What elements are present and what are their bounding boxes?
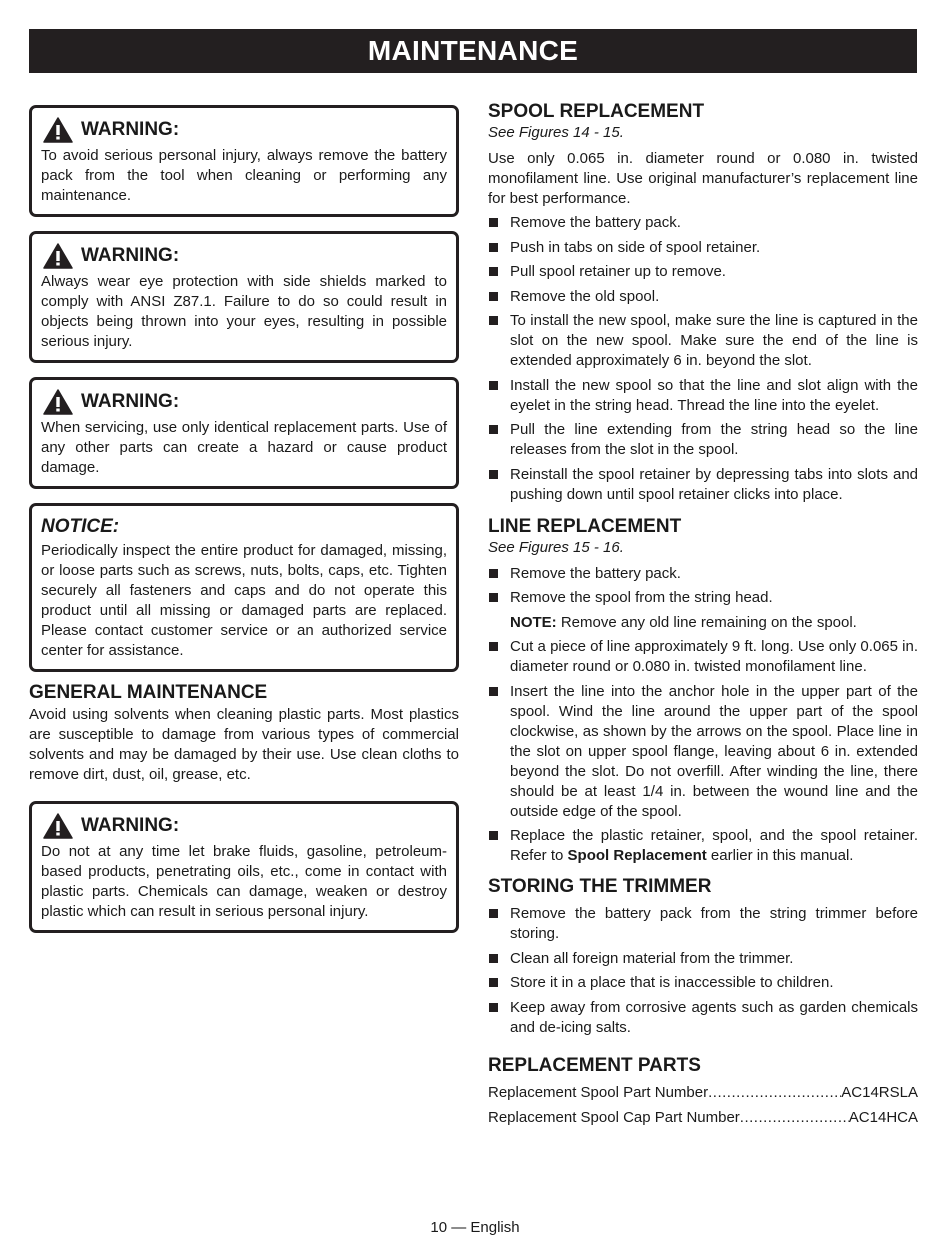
list-item: To install the new spool, make sure the line is captured in the slot on the new spool. Make sure the end of the line is extended approximately 6 in. beyond the slot. [488, 311, 918, 371]
part-label: Replacement Spool Part Number [488, 1083, 709, 1101]
bullet-square-icon [489, 470, 498, 479]
warning-icon [43, 813, 73, 839]
bullet-square-icon [489, 1003, 498, 1012]
notice-title: NOTICE: [41, 516, 120, 537]
bullet-square-icon [489, 593, 498, 602]
spool-replacement-section [488, 100, 918, 505]
warning-box-replacement-parts [29, 377, 459, 489]
parts-row [488, 1083, 918, 1103]
part-label: Replacement Spool Cap Part Number [488, 1108, 740, 1126]
warning-text: Always wear eye protection with side shields marked to comply with ANSI Z87.1. Failure to do so could result in objects being thrown into your eyes, resulting in possible serious injury. [41, 273, 447, 350]
list-item: Remove the battery pack. [488, 213, 918, 233]
list-item: Store it in a place that is inaccessible to children. [488, 973, 918, 993]
spool-replacement-reference: Spool Replacement [567, 847, 707, 864]
warning-text: When servicing, use only identical replacement parts. Use of any other parts can create a hazard or cause product damage. [41, 419, 447, 476]
leader-dots [740, 1108, 849, 1128]
general-maintenance-section [29, 681, 459, 785]
list-item: Insert the line into the anchor hole in the upper part of the spool. Wind the line around the upper part of the spool clockwise, as shown by the arrows on the spool. Place line in the slot on upper spool flange, leaving about 6 in. extended beyond the slot. Do not overfill. After winding the line, there should be at least 1/4 in. between the wound line and the outside edge of the spool. [488, 682, 918, 822]
warning-box-chemicals [29, 801, 459, 933]
notice-box [29, 503, 459, 672]
bullet-square-icon [489, 316, 498, 325]
list-item: Install the new spool so that the line and slot align with the eyelet in the string head. Thread the line into the eyelet. [488, 376, 918, 416]
spool-replacement-title: SPOOL REPLACEMENT [488, 101, 705, 122]
list-item: Clean all foreign material from the trimmer. [488, 949, 918, 969]
storing-section [488, 875, 918, 1038]
list-item: Pull the line extending from the string head so the line releases from the slot in the spool. [488, 420, 918, 460]
part-number: AC14RSLA [841, 1083, 918, 1101]
line-replacement-section [488, 515, 918, 867]
warning-title: WARNING: [81, 391, 180, 412]
page-title: MAINTENANCE [29, 29, 917, 73]
note-text: Remove any old line remaining on the spool. [556, 613, 857, 631]
bullet-square-icon [489, 642, 498, 651]
list-item: Remove the battery pack. [488, 564, 918, 584]
list-item: Push in tabs on side of spool retainer. [488, 238, 918, 258]
bullet-square-icon [489, 687, 498, 696]
warning-box-eye-protection [29, 231, 459, 363]
warning-text: Do not at any time let brake fluids, gasoline, petroleum-based products, penetrating oils, etc., come in contact with plastic parts. Chemicals can damage, weaken or destroy plastic which can result in serious personal injury. [41, 843, 447, 920]
line-steps-list [488, 564, 918, 609]
warning-icon [43, 243, 73, 269]
bullet-square-icon [489, 978, 498, 987]
list-item: Remove the old spool. [488, 287, 918, 307]
right-column [488, 100, 918, 1133]
bullet-square-icon [489, 381, 498, 390]
list-item: Remove the battery pack from the string trimmer before storing. [488, 904, 918, 944]
warning-title: WARNING: [81, 245, 180, 266]
general-maintenance-text: Avoid using solvents when cleaning plastic parts. Most plastics are susceptible to damage from various types of commercial solvents and may be damaged by their use. Use clean cloths to remove dirt, dust, oil, grease, etc. [29, 706, 459, 783]
figure-reference: See Figures 15 - 16. [488, 538, 624, 556]
bullet-square-icon [489, 243, 498, 252]
bullet-square-icon [489, 831, 498, 840]
list-item: Replace the plastic retainer, spool, and the spool retainer. Refer to Spool Replacement earlier in this manual. [488, 826, 918, 866]
spool-steps-list [488, 213, 918, 505]
notice-text: Periodically inspect the entire product for damaged, missing, or loose parts such as screws, nuts, bolts, caps, etc. Tighten securely all fasteners and caps and do not operate this product until all missing or damaged parts are replaced. Please contact customer service or an authorized service center for assistance. [41, 542, 447, 659]
bullet-square-icon [489, 909, 498, 918]
part-number: AC14HCA [848, 1108, 918, 1126]
warning-icon [43, 389, 73, 415]
bullet-square-icon [489, 218, 498, 227]
storing-steps-list [488, 904, 918, 1038]
note-label: NOTE: [510, 613, 557, 631]
replacement-parts-title: REPLACEMENT PARTS [488, 1054, 701, 1076]
line-steps-list-continued [488, 637, 918, 866]
spool-intro-text: Use only 0.065 in. diameter round or 0.080 in. twisted monofilament line. Use original manufacturer’s replacement line for best performance. [488, 150, 918, 207]
general-maintenance-title: GENERAL MAINTENANCE [29, 682, 268, 703]
note [488, 613, 918, 633]
warning-title: WARNING: [81, 119, 180, 140]
bullet-square-icon [489, 954, 498, 963]
warning-box-battery [29, 105, 459, 217]
leader-dots [708, 1083, 841, 1103]
page-footer: 10 — English [430, 1219, 520, 1236]
bullet-square-icon [489, 569, 498, 578]
parts-row [488, 1108, 918, 1128]
line-replacement-title: LINE REPLACEMENT [488, 515, 682, 537]
figure-reference: See Figures 14 - 15. [488, 124, 624, 141]
bullet-square-icon [489, 292, 498, 301]
bullet-square-icon [489, 267, 498, 276]
list-item: Keep away from corrosive agents such as garden chemicals and de-icing salts. [488, 998, 918, 1038]
warning-icon [43, 117, 73, 143]
warning-text: To avoid serious personal injury, always remove the battery pack from the tool when cleaning or performing any maintenance. [41, 147, 447, 204]
replacement-parts-section [488, 1054, 918, 1128]
storing-title: STORING THE TRIMMER [488, 876, 712, 897]
list-item: Cut a piece of line approximately 9 ft. long. Use only 0.065 in. diameter round or 0.080 in. twisted monofilament line. [488, 637, 918, 677]
left-column [29, 105, 459, 933]
list-item: Reinstall the spool retainer by depressing tabs into slots and pushing down until spool retainer clicks into place. [488, 465, 918, 505]
warning-title: WARNING: [81, 815, 180, 836]
list-item: Pull spool retainer up to remove. [488, 262, 918, 282]
bullet-square-icon [489, 425, 498, 434]
list-item: Remove the spool from the string head. [488, 588, 918, 608]
